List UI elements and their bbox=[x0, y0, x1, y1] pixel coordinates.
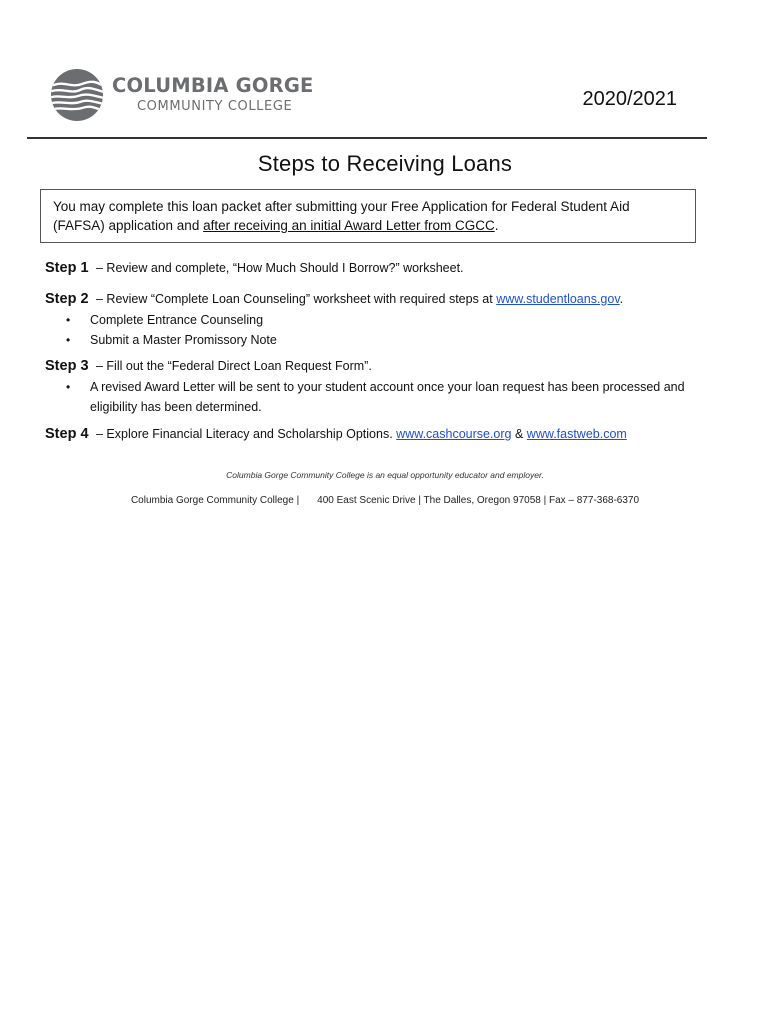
footer-address: 400 East Scenic Drive | The Dalles, Oregon 97058 | Fax – 877-368-6370 bbox=[317, 495, 640, 506]
list-item: • A revised Award Letter will be sent to your student account once your loan request has been processed and eligibility has been determined. bbox=[66, 378, 728, 417]
page-title: Steps to Receiving Loans bbox=[257, 151, 513, 176]
college-subtitle: COMMUNITY COLLEGE bbox=[137, 99, 293, 114]
academic-year: 2020/2021 bbox=[582, 88, 677, 110]
step-4-joiner: & bbox=[511, 427, 527, 441]
intro-text-end: . bbox=[494, 218, 499, 233]
cashcourse-link[interactable]: www.cashcourse.org bbox=[396, 427, 512, 441]
step-1-text: – Review and complete, “How Much Should I Borrow?” worksheet. bbox=[96, 261, 464, 275]
step-2-bullets bbox=[66, 311, 277, 350]
columbia-gorge-river-logo-icon bbox=[50, 68, 104, 122]
step-4-label: Step 4 bbox=[45, 426, 89, 442]
step-2 bbox=[45, 291, 623, 307]
studentloans-link[interactable]: www.studentloans.gov bbox=[496, 292, 620, 306]
footer-college: Columbia Gorge Community College | bbox=[130, 495, 300, 506]
list-item: • Submit a Master Promissory Note bbox=[66, 331, 277, 351]
intro-text: You may complete this loan packet after submitting your Free Application for Federal Student Aid (FAFSA) application and bbox=[53, 199, 630, 233]
intro-underlined-text: after receiving an initial Award Letter from CGCC bbox=[203, 218, 495, 233]
fastweb-link[interactable]: www.fastweb.com bbox=[526, 427, 627, 441]
intro-notice-box bbox=[40, 189, 696, 243]
step-2-text: – Review “Complete Loan Counseling” worksheet with required steps at bbox=[96, 292, 497, 306]
step-3-label: Step 3 bbox=[45, 358, 89, 374]
step-4 bbox=[45, 426, 627, 442]
step-3-bullets bbox=[66, 378, 728, 417]
step-4-text: – Explore Financial Literacy and Scholarship Options. bbox=[96, 427, 397, 441]
college-name: COLUMBIA GORGE bbox=[112, 74, 314, 97]
college-logo bbox=[50, 68, 340, 124]
step-2-text-end: . bbox=[619, 292, 624, 306]
step-1 bbox=[45, 260, 464, 276]
step-2-label: Step 2 bbox=[45, 291, 89, 307]
header-divider bbox=[27, 137, 707, 139]
step-3-text: – Fill out the “Federal Direct Loan Request Form”. bbox=[96, 359, 372, 373]
step-1-label: Step 1 bbox=[45, 260, 89, 276]
footer-contact bbox=[0, 495, 770, 506]
step-3 bbox=[45, 358, 372, 374]
equal-opportunity-statement: Columbia Gorge Community College is an equal opportunity educator and employer. bbox=[226, 470, 544, 480]
list-item: • Complete Entrance Counseling bbox=[66, 311, 277, 331]
